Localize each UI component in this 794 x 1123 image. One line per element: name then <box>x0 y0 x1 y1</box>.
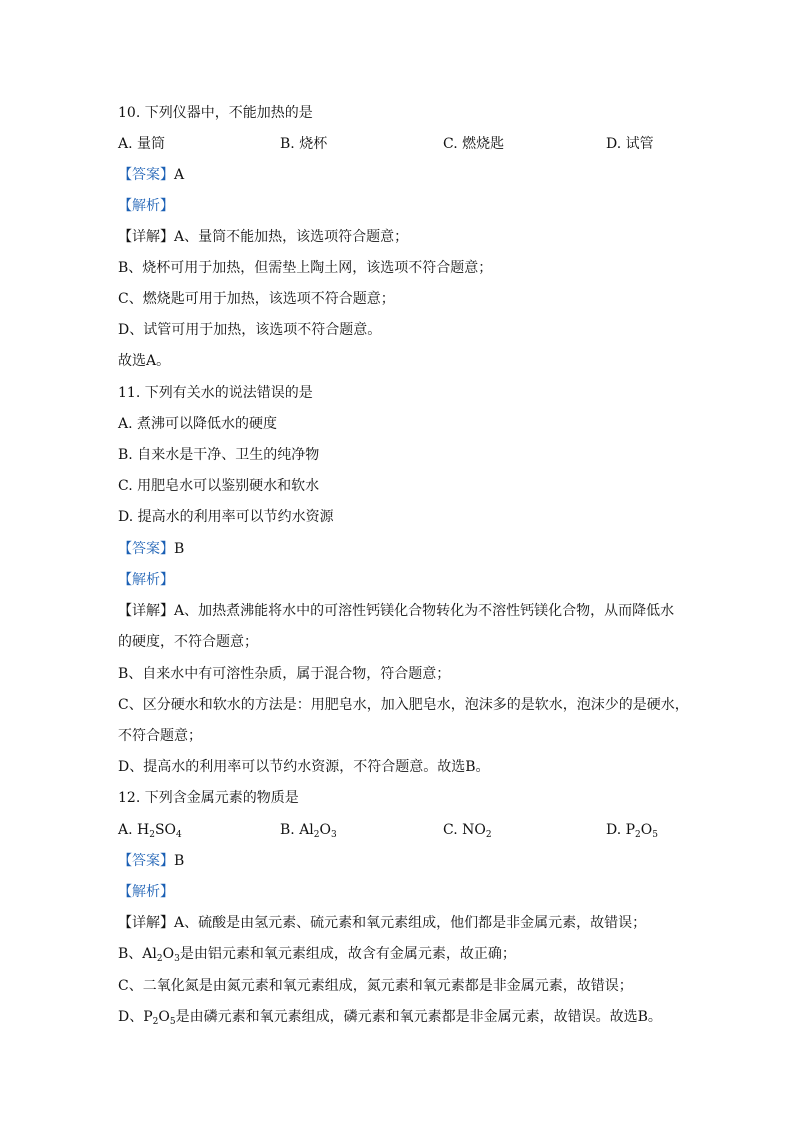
analysis-label: 【解析】 <box>118 884 174 900</box>
q11-line-d: D、提高水的利用率可以节约水资源，不符合题意。故选B。 <box>118 759 490 775</box>
q10-detail-line <box>118 227 408 247</box>
detail-label: 【详解】 <box>118 229 174 245</box>
q10-answer: A <box>174 167 185 183</box>
q11-detail-continuation: 的硬度，不符合题意； <box>118 634 258 650</box>
analysis-label: 【解析】 <box>118 198 174 214</box>
q11-answer: B <box>174 541 185 557</box>
q10-option-d: D. 试管 <box>606 136 654 152</box>
q11-option-a: A. 煮沸可以降低水的硬度 <box>118 416 278 432</box>
q11-stem: 11. 下列有关水的说法错误的是 <box>118 385 313 401</box>
q11-option-d: D. 提高水的利用率可以节约水资源 <box>118 509 334 525</box>
q11-line-c-continuation: 不符合题意； <box>118 728 202 744</box>
q10-option-a: A. 量筒 <box>118 136 166 152</box>
q12-line-c: C、二氧化氮是由氮元素和氧元素组成，氮元素和氧元素都是非金属元素，故错误； <box>118 978 633 994</box>
q12-answer: B <box>174 853 185 869</box>
q12-detail-line <box>118 913 646 933</box>
answer-label: 【答案】 <box>118 541 174 557</box>
q11-analysis-line <box>118 570 174 590</box>
q10-line-b: B、烧杯可用于加热，但需垫上陶土网，该选项不符合题意； <box>118 260 493 276</box>
q12-option-c: C. $NO_2$ <box>443 822 492 840</box>
q10-analysis-line <box>118 196 174 216</box>
detail-label: 【详解】 <box>118 603 174 619</box>
analysis-label: 【解析】 <box>118 572 174 588</box>
q11-answer-line <box>118 539 184 559</box>
q12-stem: 12. 下列含金属元素的物质是 <box>118 790 299 806</box>
q10-answer-line <box>118 165 184 185</box>
q12-option-b: B. $Al_2O_3$ <box>280 822 337 840</box>
answer-label: 【答案】 <box>118 853 174 869</box>
q10-line-d: D、试管可用于加热，该选项不符合题意。 <box>118 322 382 338</box>
q12-detail-text: A、硫酸是由氢元素、硫元素和氧元素组成，他们都是非金属元素，故错误； <box>174 915 647 931</box>
q11-detail-line <box>118 601 674 621</box>
q10-detail-text: A、量筒不能加热，该选项符合题意； <box>174 229 409 245</box>
q10-option-c: C. 燃烧匙 <box>443 136 505 152</box>
q12-line-d: D、$P_2O_5$是由磷元素和氧元素组成，磷元素和氧元素都是非金属元素，故错误。故选B。 <box>118 1009 662 1027</box>
detail-label: 【详解】 <box>118 915 174 931</box>
q10-line-c: C、燃烧匙可用于加热，该选项不符合题意； <box>118 291 395 307</box>
q10-conclusion: 故选A。 <box>118 353 171 369</box>
q11-option-b: B. 自来水是干净、卫生的纯净物 <box>118 447 320 463</box>
q12-option-a: A. $H_2SO_4$ <box>118 822 182 840</box>
q11-option-c: C. 用肥皂水可以鉴别硬水和软水 <box>118 478 320 494</box>
q12-option-d: D. $P_2O_5$ <box>606 822 658 840</box>
answer-label: 【答案】 <box>118 167 174 183</box>
q10-stem: 10. 下列仪器中，不能加热的是 <box>118 105 313 121</box>
q11-line-c: C、区分硬水和软水的方法是：用肥皂水，加入肥皂水，泡沫多的是软水，泡沫少的是硬水， <box>118 697 689 713</box>
q11-line-b: B、自来水中有可溶性杂质，属于混合物，符合题意； <box>118 666 451 682</box>
q12-answer-line <box>118 851 184 871</box>
q12-analysis-line <box>118 882 174 902</box>
q11-detail-text: A、加热煮沸能将水中的可溶性钙镁化合物转化为不溶性钙镁化合物，从而降低水 <box>174 603 675 619</box>
q12-line-b: B、$Al_2O_3$是由铝元素和氧元素组成，故含有金属元素，故正确； <box>118 946 516 964</box>
q10-option-b: B. 烧杯 <box>280 136 328 152</box>
